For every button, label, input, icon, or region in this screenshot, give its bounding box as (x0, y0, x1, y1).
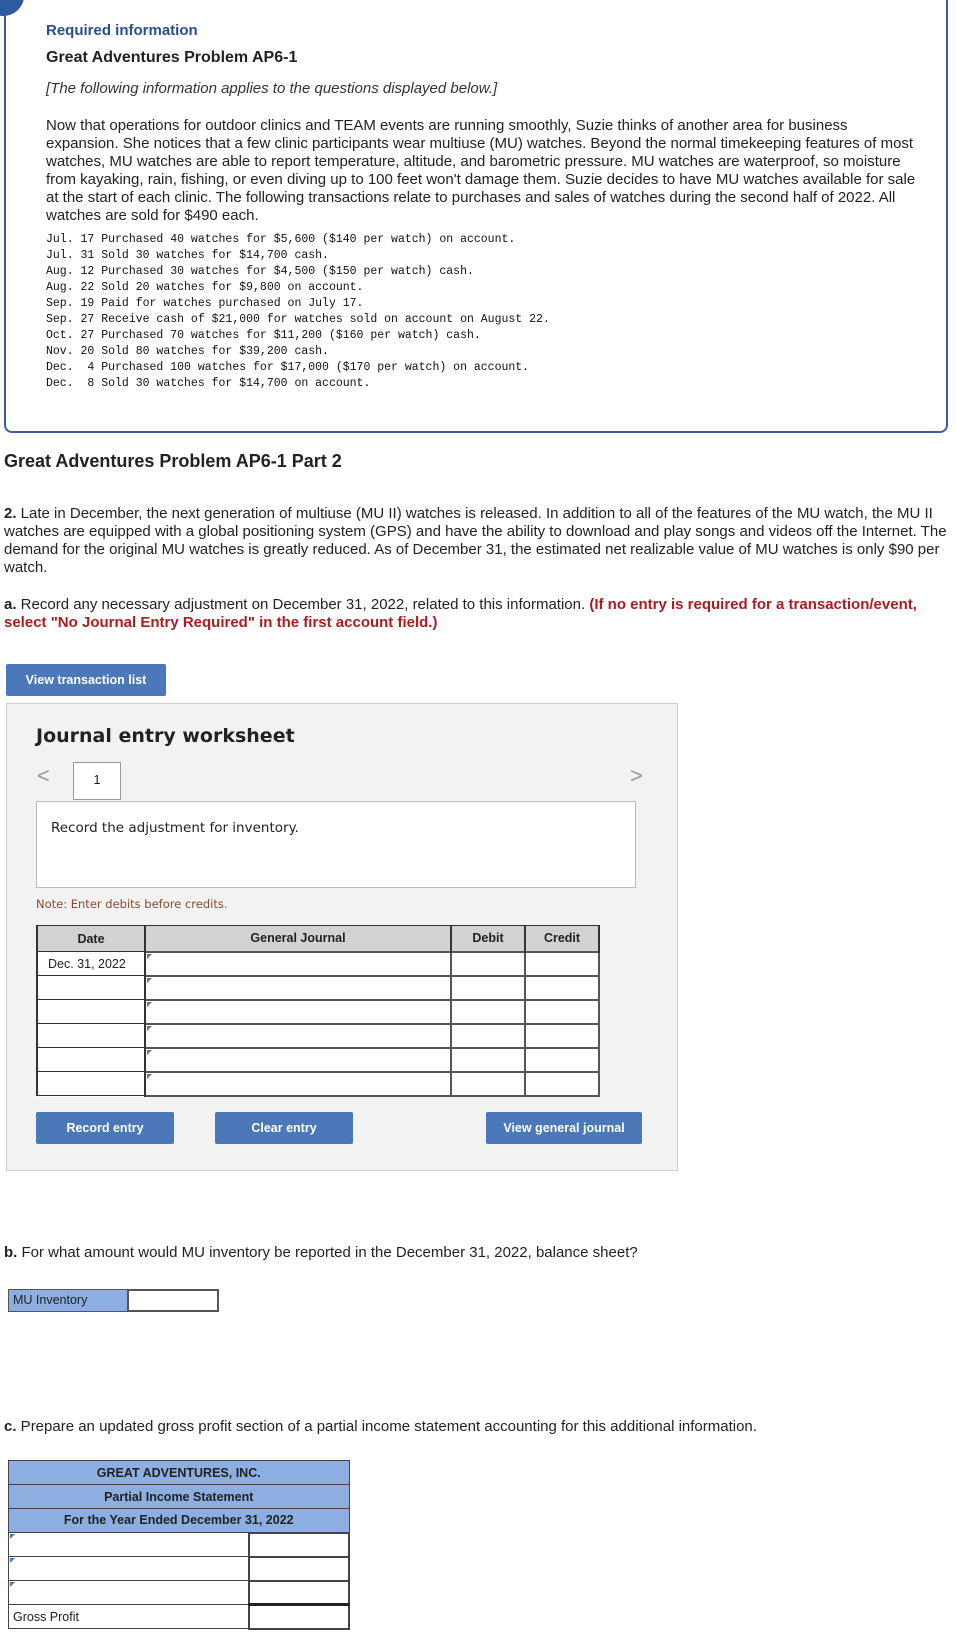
journal-row (37, 952, 599, 976)
statement-row (9, 1557, 350, 1581)
question-b-body: For what amount would MU inventory be reported in the December 31, 2022, balance sheet? (17, 1244, 638, 1261)
entry-note: Note: Enter debits before credits. (36, 897, 228, 911)
credit-input[interactable] (525, 952, 599, 976)
statement-label-input[interactable] (9, 1533, 249, 1557)
transaction-line: Aug. 12 Purchased 30 watches for $4,500 ($150 per watch) cash. (46, 265, 474, 278)
journal-date-cell (37, 976, 145, 1000)
journal-row (37, 1000, 599, 1024)
credit-input[interactable] (525, 1000, 599, 1024)
question-a-text (4, 596, 944, 632)
statement-row (9, 1533, 350, 1557)
view-transaction-list-button[interactable]: View transaction list (6, 664, 166, 696)
journal-date-cell (37, 1000, 145, 1024)
statement-amount-input[interactable] (249, 1533, 350, 1557)
transaction-line: Nov. 20 Sold 80 watches for $39,200 cash. (46, 345, 329, 358)
journal-table (36, 925, 600, 1097)
worksheet-title: Journal entry worksheet (36, 725, 295, 747)
account-select[interactable] (145, 1072, 451, 1096)
account-select[interactable] (145, 976, 451, 1000)
view-general-journal-button[interactable]: View general journal (486, 1112, 642, 1144)
journal-row (37, 976, 599, 1000)
account-select[interactable] (145, 1024, 451, 1048)
question-a-body: Record any necessary adjustment on December 31, 2022, related to this information. (16, 596, 590, 613)
account-select[interactable] (145, 1000, 451, 1024)
column-header-debit: Debit (451, 926, 525, 952)
mu-inventory-label: MU Inventory (8, 1289, 128, 1312)
account-select[interactable] (145, 952, 451, 976)
gross-profit-label: Gross Profit (9, 1605, 249, 1629)
statement-row (9, 1581, 350, 1605)
question-c-letter: c. (4, 1418, 17, 1435)
journal-header-row (37, 926, 599, 952)
account-select[interactable] (145, 1048, 451, 1072)
question-2-body: Late in December, the next generation of multiuse (MU II) watches is released. In addition to all of the features of the MU watch, the MU II watches are equipped with a global positioning system (GPS) and have the ability to download and play songs and videos off the Internet. The demand for the original MU watches is greatly reduced. As of December 31, the estimated net realizable value of MU watches is only $90 per watch. (4, 505, 947, 576)
journal-date-cell: Dec. 31, 2022 (37, 952, 145, 976)
chevron-right-icon[interactable]: > (630, 763, 643, 788)
statement-company: GREAT ADVENTURES, INC. (9, 1461, 350, 1485)
credit-input[interactable] (525, 1048, 599, 1072)
transaction-line: Sep. 19 Paid for watches purchased on July 17. (46, 297, 364, 310)
statement-amount-input[interactable] (249, 1557, 350, 1581)
question-a-instruction: (If no entry is required for a transaction/event, select "No Journal Entry Required" in the first account field.) (4, 596, 917, 631)
chevron-left-icon[interactable]: < (37, 763, 50, 788)
question-2-text (4, 505, 950, 577)
clear-entry-button[interactable]: Clear entry (215, 1112, 353, 1144)
column-header-general-journal: General Journal (145, 926, 451, 952)
column-header-credit: Credit (525, 926, 599, 952)
question-b-text (4, 1244, 638, 1261)
debit-input[interactable] (451, 1000, 525, 1024)
statement-title: Partial Income Statement (9, 1485, 350, 1509)
transaction-line: Jul. 17 Purchased 40 watches for $5,600 ($140 per watch) on account. (46, 233, 516, 246)
journal-date-cell (37, 1048, 145, 1072)
debit-input[interactable] (451, 976, 525, 1000)
debit-input[interactable] (451, 1048, 525, 1072)
transaction-line: Dec. 4 Purchased 100 watches for $17,000 ($170 per watch) on account. (46, 361, 530, 374)
partial-income-statement (8, 1460, 350, 1630)
credit-input[interactable] (525, 976, 599, 1000)
problem-title: Great Adventures Problem AP6-1 (46, 49, 298, 66)
credit-input[interactable] (525, 1072, 599, 1096)
journal-row (37, 1048, 599, 1072)
debit-input[interactable] (451, 1072, 525, 1096)
question-2-number: 2. (4, 505, 17, 522)
transaction-line: Dec. 8 Sold 30 watches for $14,700 on account. (46, 377, 371, 390)
statement-label-input[interactable] (9, 1581, 249, 1605)
question-c-body: Prepare an updated gross profit section of a partial income statement accounting for this additional information. (16, 1418, 757, 1435)
question-b-letter: b. (4, 1244, 18, 1261)
statement-period: For the Year Ended December 31, 2022 (9, 1509, 350, 1533)
statement-label-input[interactable] (9, 1557, 249, 1581)
statement-amount-input[interactable] (249, 1581, 350, 1605)
journal-row (37, 1024, 599, 1048)
journal-row (37, 1072, 599, 1096)
column-header-date: Date (37, 926, 145, 952)
mu-inventory-input[interactable] (127, 1289, 219, 1312)
gross-profit-input[interactable] (249, 1605, 350, 1629)
debit-input[interactable] (451, 1024, 525, 1048)
journal-date-cell (37, 1024, 145, 1048)
entry-description: Record the adjustment for inventory. (36, 801, 636, 888)
applies-note: [The following information applies to the questions displayed below.] (46, 80, 498, 97)
scenario-paragraph: Now that operations for outdoor clinics and TEAM events are running smoothly, Suzie thinks of another area for business expansion. She notices that a few clinic participants wear multiuse (MU) watches. Beyond the normal timekeeping features of most watches, MU watches are able to report temperature, altitude, and barometric pressure. MU watches are waterproof, so moisture from kayaking, rain, fishing, or even diving up to 100 feet won't damage them. Suzie decides to have MU watches available for sale at the start of each clinic. The following transactions relate to purchases and sales of watches during the second half of 2022. All watches are sold for $490 each. (46, 117, 916, 224)
part2-title: Great Adventures Problem AP6-1 Part 2 (4, 451, 342, 471)
worksheet-page-tab[interactable]: 1 (73, 762, 121, 800)
question-a-letter: a. (4, 596, 17, 613)
question-c-text (4, 1418, 757, 1435)
transaction-line: Sep. 27 Receive cash of $21,000 for watches sold on account on August 22. (46, 313, 550, 326)
transaction-line: Oct. 27 Purchased 70 watches for $11,200 ($160 per watch) cash. (46, 329, 481, 342)
transaction-line: Aug. 22 Sold 20 watches for $9,800 on account. (46, 281, 364, 294)
journal-date-cell (37, 1072, 145, 1096)
gross-profit-row (9, 1605, 350, 1629)
required-information-label: Required information (46, 22, 198, 39)
transaction-line: Jul. 31 Sold 30 watches for $14,700 cash. (46, 249, 329, 262)
debit-input[interactable] (451, 952, 525, 976)
credit-input[interactable] (525, 1024, 599, 1048)
record-entry-button[interactable]: Record entry (36, 1112, 174, 1144)
